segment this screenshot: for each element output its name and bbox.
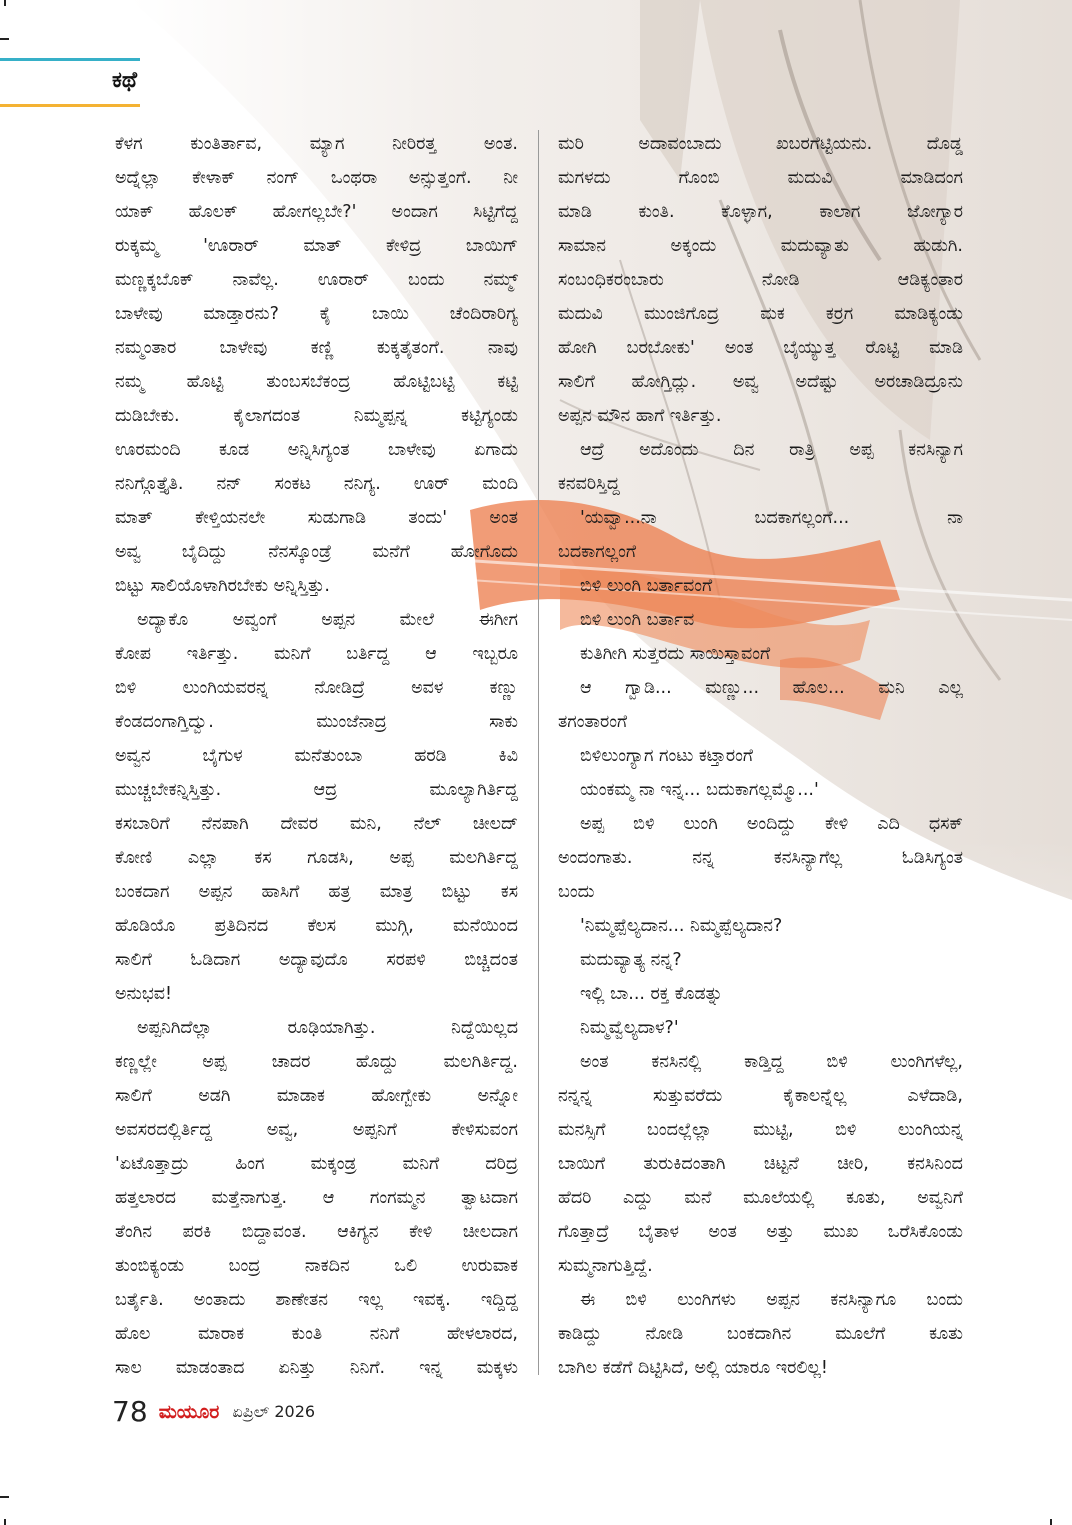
text-line: ಆ ಗ್ವಾಡಿ... ಮಣ್ಣು... ಹೊಲ... ಮನಿ ಎಲ್ಲ bbox=[580, 678, 963, 698]
text-line: ಈ ಬಿಳಿ ಲುಂಗಿಗಳು ಅಪ್ಪನ ಕನಸಿನ್ಯಾಗೂ ಬಂದು bbox=[580, 1290, 963, 1310]
crop-mark bbox=[4, 0, 6, 6]
text-line: ಮಾಡಿ ಕುಂತಿ. ಕೊಳ್ಳಾಗ, ಕಾಲಾಗ ಜೋಗ್ಯಾರ bbox=[558, 202, 963, 222]
article-column-left bbox=[115, 127, 518, 1385]
text-line: ಬಿಳಿ ಲುಂಗಿಯವರನ್ನ ನೋಡಿದ್ರೆ ಅವಳ ಕಣ್ಣು bbox=[115, 678, 518, 698]
text-line: ಸುಮ್ಮನಾಗುತ್ತಿದ್ದೆ. bbox=[558, 1256, 653, 1276]
page-number: 78 bbox=[112, 1395, 148, 1428]
text-line: ಬಾಯಿಗೆ ತುರುಕಿದಂತಾಗಿ ಚಿಟ್ಟನೆ ಚೀರಿ, ಕನಸಿನಿಂದ bbox=[558, 1154, 963, 1174]
text-line: ಬರ್ತೈತಿ. ಅಂತಾದು ಶಾಣೇತನ ಇಲ್ಲ ಇವಕ್ಕ. ಇದ್ದಿದ್ದ bbox=[115, 1290, 518, 1310]
text-line: ಅಂತ ಕನಸಿನಲ್ಲಿ ಕಾಡ್ತಿದ್ದ ಬಿಳಿ ಲುಂಗಿಗಳೆಲ್ಲ, bbox=[580, 1052, 963, 1072]
text-line: ಕುತಿಗೀಗಿ ಸುತ್ತರದು ಸಾಯಿಸ್ತಾವಂಗೆ bbox=[580, 644, 771, 664]
text-line: ಮಗಳದು ಗೊಂಬಿ ಮದುವಿ ಮಾಡಿದಂಗ bbox=[558, 168, 963, 188]
text-line: ಇಲ್ಲಿ ಬಾ... ರಕ್ತ ಕೊಡತ್ನು bbox=[580, 984, 723, 1004]
section-label: ಕಥೆ bbox=[112, 68, 137, 93]
text-line: ನಿಮ್ಮವ್ವೆಲ್ಯದಾಳ?' bbox=[580, 1018, 679, 1038]
text-line: ಸಾಲಿಗೆ ಹೋಗ್ತಿದ್ಲು. ಅವ್ವ ಅದೆಷ್ಟು ಅರಚಾಡಿದ್ರೂನು bbox=[558, 372, 963, 392]
text-line: ಸಾಮಾನ ಅಕ್ಕಂದು ಮದುವ್ಯಾತು ಹುಡುಗಿ. bbox=[558, 236, 963, 256]
text-line: ಕನವರಿಸ್ತಿದ್ದ bbox=[558, 474, 620, 494]
text-line: ಆದ್ರೆ ಅದೊಂದು ದಿನ ರಾತ್ರಿ ಅಪ್ಪ ಕನಸಿನ್ಯಾಗ bbox=[580, 440, 963, 460]
text-line: ಅಪ್ಪ ಬಿಳಿ ಲುಂಗಿ ಅಂದಿದ್ದು ಕೇಳಿ ಎದಿ ಧಸಕ್ bbox=[580, 814, 963, 834]
text-line: ಕೋಣಿ ಎಲ್ಲಾ ಕಸ ಗೂಡಸಿ, ಅಪ್ಪ ಮಲಗಿರ್ತಿದ್ದ bbox=[115, 848, 518, 868]
text-line: ಬಿಳಿ ಲುಂಗಿ ಬರ್ತಾವಂಗೆ bbox=[580, 576, 713, 596]
text-line: ಬಿಳಿ ಲುಂಗಿ ಬರ್ತಾವ bbox=[580, 610, 695, 630]
text-line: 'ಏಟೊತ್ತಾದ್ರು ಹಿಂಗ ಮಕ್ಕಂಡ್ರ ಮನಿಗೆ ದರಿದ್ರ bbox=[115, 1154, 518, 1174]
text-line: ತಗಂತಾರಂಗೆ bbox=[558, 712, 628, 732]
text-line: ಅಪ್ಪನ ಮೌನ ಹಾಗೆ ಇರ್ತಿತ್ತು. bbox=[558, 406, 722, 426]
text-line: ಕೆಂಡದಂಗಾಗ್ತಿದ್ವು. ಮುಂಜೆನಾದ್ರ ಸಾಕು bbox=[115, 712, 518, 732]
text-line: ಬಾಳೇವು ಮಾಡ್ತಾರನು? ಕೈ ಬಾಯಿ ಚೆಂದಿರಾರಿಗ್ಯ bbox=[115, 304, 518, 324]
crop-mark bbox=[0, 38, 9, 40]
text-line: ಅಪ್ಪನಿಗಿದೆಲ್ಲಾ ರೂಢಿಯಾಗಿತ್ತು. ನಿದ್ದೆಯಿಲ್ಲದ bbox=[137, 1018, 518, 1038]
text-line: ಅದ್ಯಾಕೊ ಅವ್ವಂಗೆ ಅಪ್ಪನ ಮೇಲೆ ಈಗೀಗ bbox=[137, 610, 518, 630]
text-line: ಯಂಕಮ್ಮ ನಾ ಇನ್ನ... ಬದುಕಾಗಲ್ಲಮ್ಮೊ...' bbox=[580, 780, 819, 800]
issue-date: ಏಪ್ರಿಲ್ 2026 bbox=[232, 1401, 316, 1421]
text-line: ಬಾಗಿಲ ಕಡೆಗೆ ದಿಟ್ಟಿಸಿದೆ, ಅಲ್ಲಿ ಯಾರೂ ಇರಲಿಲ್ಲ! bbox=[558, 1358, 828, 1378]
text-line: ಮರಿ ಅದಾವಂಬಾದು ಖಬರಗೆಟ್ಟಿಯನು. ದೊಡ್ಡ bbox=[558, 134, 963, 154]
text-line: ನನ್ನನ್ನ ಸುತ್ತುವರೆದು ಕೈಕಾಲನ್ನೆಲ್ಲ ಎಳೆದಾಡಿ, bbox=[558, 1086, 963, 1106]
text-line: ಮದುವ್ಯಾತ್ಯ ನನ್ನ? bbox=[580, 950, 682, 970]
text-line: ತುಂಬಿಕ್ಯಂಡು ಬಂದ್ರ ನಾಕದಿನ ಒಲಿ ಉರುವಾಕ bbox=[115, 1256, 518, 1276]
text-line: ತೆಂಗಿನ ಪರಕಿ ಬಿದ್ದಾವಂತ. ಆಕಿಗ್ಯನ ಕೇಳಿ ಚೀಲದಾಗ bbox=[115, 1222, 518, 1242]
text-line: 'ನಿಮ್ಮಪ್ಪೆಲ್ಯದಾನ... ನಿಮ್ಮಪ್ಪೆಲ್ಯದಾನ? bbox=[580, 916, 783, 936]
page-footer bbox=[112, 1395, 315, 1431]
column-divider bbox=[538, 130, 539, 1375]
text-line: 'ಯವ್ವಾ...ನಾ ಬದಕಾಗಲ್ಲಂಗೆ... ನಾ bbox=[580, 508, 963, 528]
text-line: ಕೆಳಗ ಕುಂತಿರ್ತಾವ, ಮ್ಯಾಗ ನೀರಿರತ್ತ ಅಂತ. bbox=[115, 134, 518, 154]
text-line: ಅದ್ನೆಲ್ಲಾ ಕೇಳಾಕ್ ನಂಗ್ ಒಂಥರಾ ಅನ್ಸುತ್ತಂಗೆ. ನೀ bbox=[115, 168, 518, 188]
text-line: ಮುಚ್ಚಬೇಕನ್ನಿಸ್ತಿತ್ತು. ಆದ್ರ ಮೂಲ್ಯಾಗಿರ್ತಿದ್ದ bbox=[115, 780, 518, 800]
text-line: ಹೊಲ ಮಾರಾಕ ಕುಂತಿ ನನಿಗೆ ಹೇಳಲಾರದ, bbox=[115, 1324, 518, 1344]
text-line: ಮದುವಿ ಮುಂಜಿಗೊದ್ರ ಮಕ ಕರ್ರಗ ಮಾಡಿಕ್ಯಂಡು bbox=[558, 304, 963, 324]
header-rule-bottom bbox=[0, 104, 140, 107]
text-line: ಯಾಕ್ ಹೊಲಕ್ ಹೋಗಲ್ಲಬೇ?' ಅಂದಾಗ ಸಿಟ್ಟಿಗೆದ್ದ bbox=[115, 202, 518, 222]
article-column-right bbox=[558, 127, 963, 1385]
text-line: ದುಡಿಬೇಕು. ಕೈಲಾಗದಂತ ನಿಮ್ಮಪ್ಪನ್ನ ಕಟ್ಟಿಗ್ಯಂಡು bbox=[115, 406, 518, 426]
text-line: ಹತ್ತಲಾರದ ಮತ್ತೆನಾಗುತ್ತ. ಆ ಗಂಗಮ್ಮನ ತ್ವಾಟದಾಗ bbox=[115, 1188, 518, 1208]
text-line: ಅನುಭವ! bbox=[115, 984, 173, 1004]
text-line: ಸಾಲ ಮಾಡಂತಾದ ಏನಿತ್ತು ನಿನಿಗೆ. ಇನ್ನ ಮಕ್ಕಳು bbox=[115, 1358, 518, 1378]
header-rule-top bbox=[0, 58, 140, 61]
text-line: ಕೋಪ ಇರ್ತಿತ್ತು. ಮನಿಗೆ ಬರ್ತಿದ್ದ ಆ ಇಬ್ಬರೂ bbox=[115, 644, 518, 664]
text-line: ಊರಮಂದಿ ಕೂಡ ಅನ್ನಿಸಿಗ್ಯಂತ ಬಾಳೇವು ಏಗಾದು bbox=[115, 440, 518, 460]
text-line: ಗೊತ್ತಾದ್ರೆ ಬೈತಾಳ ಅಂತ ಅತ್ತು ಮುಖ ಒರೆಸಿಕೊಂಡು bbox=[558, 1222, 963, 1242]
text-line: ಬಿಟ್ಟು ಸಾಲಿಯೊಳಾಗಿರಬೇಕು ಅನ್ನಿಸ್ತಿತ್ತು. bbox=[115, 576, 330, 596]
text-line: ಹೊಡಿಯೊ ಪ್ರತಿದಿನದ ಕೆಲಸ ಮುಗ್ಗಿ, ಮನೆಯಿಂದ bbox=[115, 916, 518, 936]
crop-mark bbox=[4, 1519, 6, 1525]
text-line: ಸಾಲಿಗೆ ಅಡಗಿ ಮಾಡಾಕ ಹೋಗ್ಬೇಕು ಅನ್ನೋ bbox=[115, 1086, 518, 1106]
text-line: ಮಾತ್ ಕೇಳ್ತಿಯನಲೇ ಸುಡುಗಾಡಿ ತಂದು' ಅಂತ bbox=[115, 508, 518, 528]
text-line: ಕಣ್ಣಲ್ಲೇ ಅಪ್ಪ ಚಾದರ ಹೊದ್ದು ಮಲಗಿರ್ತಿದ್ದ. bbox=[115, 1052, 518, 1072]
text-line: ಮನಸ್ಸಿಗೆ ಬಂದಲ್ಲೆಲ್ಲಾ ಮುಟ್ಟಿ, ಬಿಳಿ ಲುಂಗಿಯನ್ನ bbox=[558, 1120, 963, 1140]
text-line: ಅವ್ವನ ಬೈಗುಳ ಮನೆತುಂಬಾ ಹರಡಿ ಕಿವಿ bbox=[115, 746, 518, 766]
crop-mark bbox=[1050, 1519, 1052, 1525]
text-line: ಕಸಬಾರಿಗೆ ನೆನಪಾಗಿ ದೇವರ ಮನಿ, ನೆಲ್ ಚೀಲದ್ bbox=[115, 814, 518, 834]
text-line: ರುಕ್ಕಮ್ಮ 'ಊರಾರ್ ಮಾತ್ ಕೇಳಿದ್ರ ಬಾಯಿಗ್ bbox=[115, 236, 518, 256]
text-line: ಬಂದು bbox=[558, 882, 595, 902]
text-line: ಸಂಬಂಧಿಕರಂಬಾರು ನೋಡಿ ಆಡಿಕ್ಯಂತಾರ bbox=[558, 270, 963, 290]
magazine-name: ಮಯೂರ bbox=[158, 1400, 220, 1423]
text-line: ಬಿಳಿಲುಂಗ್ಯಾಗ ಗಂಟು ಕಟ್ತಾರಂಗೆ bbox=[580, 746, 753, 766]
text-line: ನನಿಗ್ಗೊತ್ತೈತಿ. ನನ್ ಸಂಕಟ ನನಿಗ್ಯ. ಊರ್ ಮಂದಿ bbox=[115, 474, 518, 494]
text-line: ಹೋಗಿ ಬರಬೋಕು' ಅಂತ ಬೈಯ್ಯುತ್ತ ರೊಟ್ಟಿ ಮಾಡಿ bbox=[558, 338, 963, 358]
text-line: ಹೆದರಿ ಎದ್ದು ಮನೆ ಮೂಲೆಯಲ್ಲಿ ಕೂತು, ಅವ್ವನಿಗೆ bbox=[558, 1188, 963, 1208]
text-line: ಸಾಲಿಗೆ ಓಡಿದಾಗ ಅದ್ಯಾವುದೊ ಸರಪಳಿ ಬಿಚ್ಚಿದಂತ bbox=[115, 950, 518, 970]
text-line: ಬಂಕದಾಗ ಅಪ್ಪನ ಹಾಸಿಗೆ ಹತ್ರ ಮಾತ್ರ ಬಿಟ್ಟು ಕಸ bbox=[115, 882, 518, 902]
section-header bbox=[0, 58, 140, 108]
text-line: ಅವ್ವ ಬೈದಿದ್ದು ನೆನಸ್ಕೊಂಡ್ರೆ ಮನೆಗೆ ಹೋಗೊದು bbox=[115, 542, 518, 562]
crop-mark bbox=[0, 1496, 9, 1498]
text-line: ಬದಕಾಗಲ್ಲಂಗೆ bbox=[558, 542, 637, 562]
text-line: ನಮ್ಮಂತಾರ ಬಾಳೇವು ಕಣ್ಣಿ ಕುಕ್ಕತೈತಂಗೆ. ನಾವು bbox=[115, 338, 518, 358]
text-line: ನಮ್ಮ ಹೊಟ್ಟಿ ತುಂಬಸಬೆಕಂದ್ರ ಹೊಟ್ಟಿಬಟ್ಟಿ ಕಟ್ಟಿ bbox=[115, 372, 518, 392]
text-line: ಕಾಡಿದ್ದು ನೋಡಿ ಬಂಕದಾಗಿನ ಮೂಲೆಗೆ ಕೂತು bbox=[558, 1324, 963, 1344]
text-line: ಅವಸರದಲ್ಲಿರ್ತಿದ್ದ ಅವ್ವ, ಅಪ್ಪನಿಗೆ ಕೇಳಿಸುವಂಗ bbox=[115, 1120, 518, 1140]
text-line: ಮಣ್ಣಕ್ಕಬೊಕ್ ನಾವೆಲ್ಲ. ಊರಾರ್ ಬಂದು ನಮ್ಮ್ bbox=[115, 270, 518, 290]
text-line: ಅಂದಂಗಾತು. ನನ್ನ ಕನಸಿನ್ಯಾಗೆಲ್ಲ ಓಡಿಸಿಗ್ಯಂತ bbox=[558, 848, 963, 868]
